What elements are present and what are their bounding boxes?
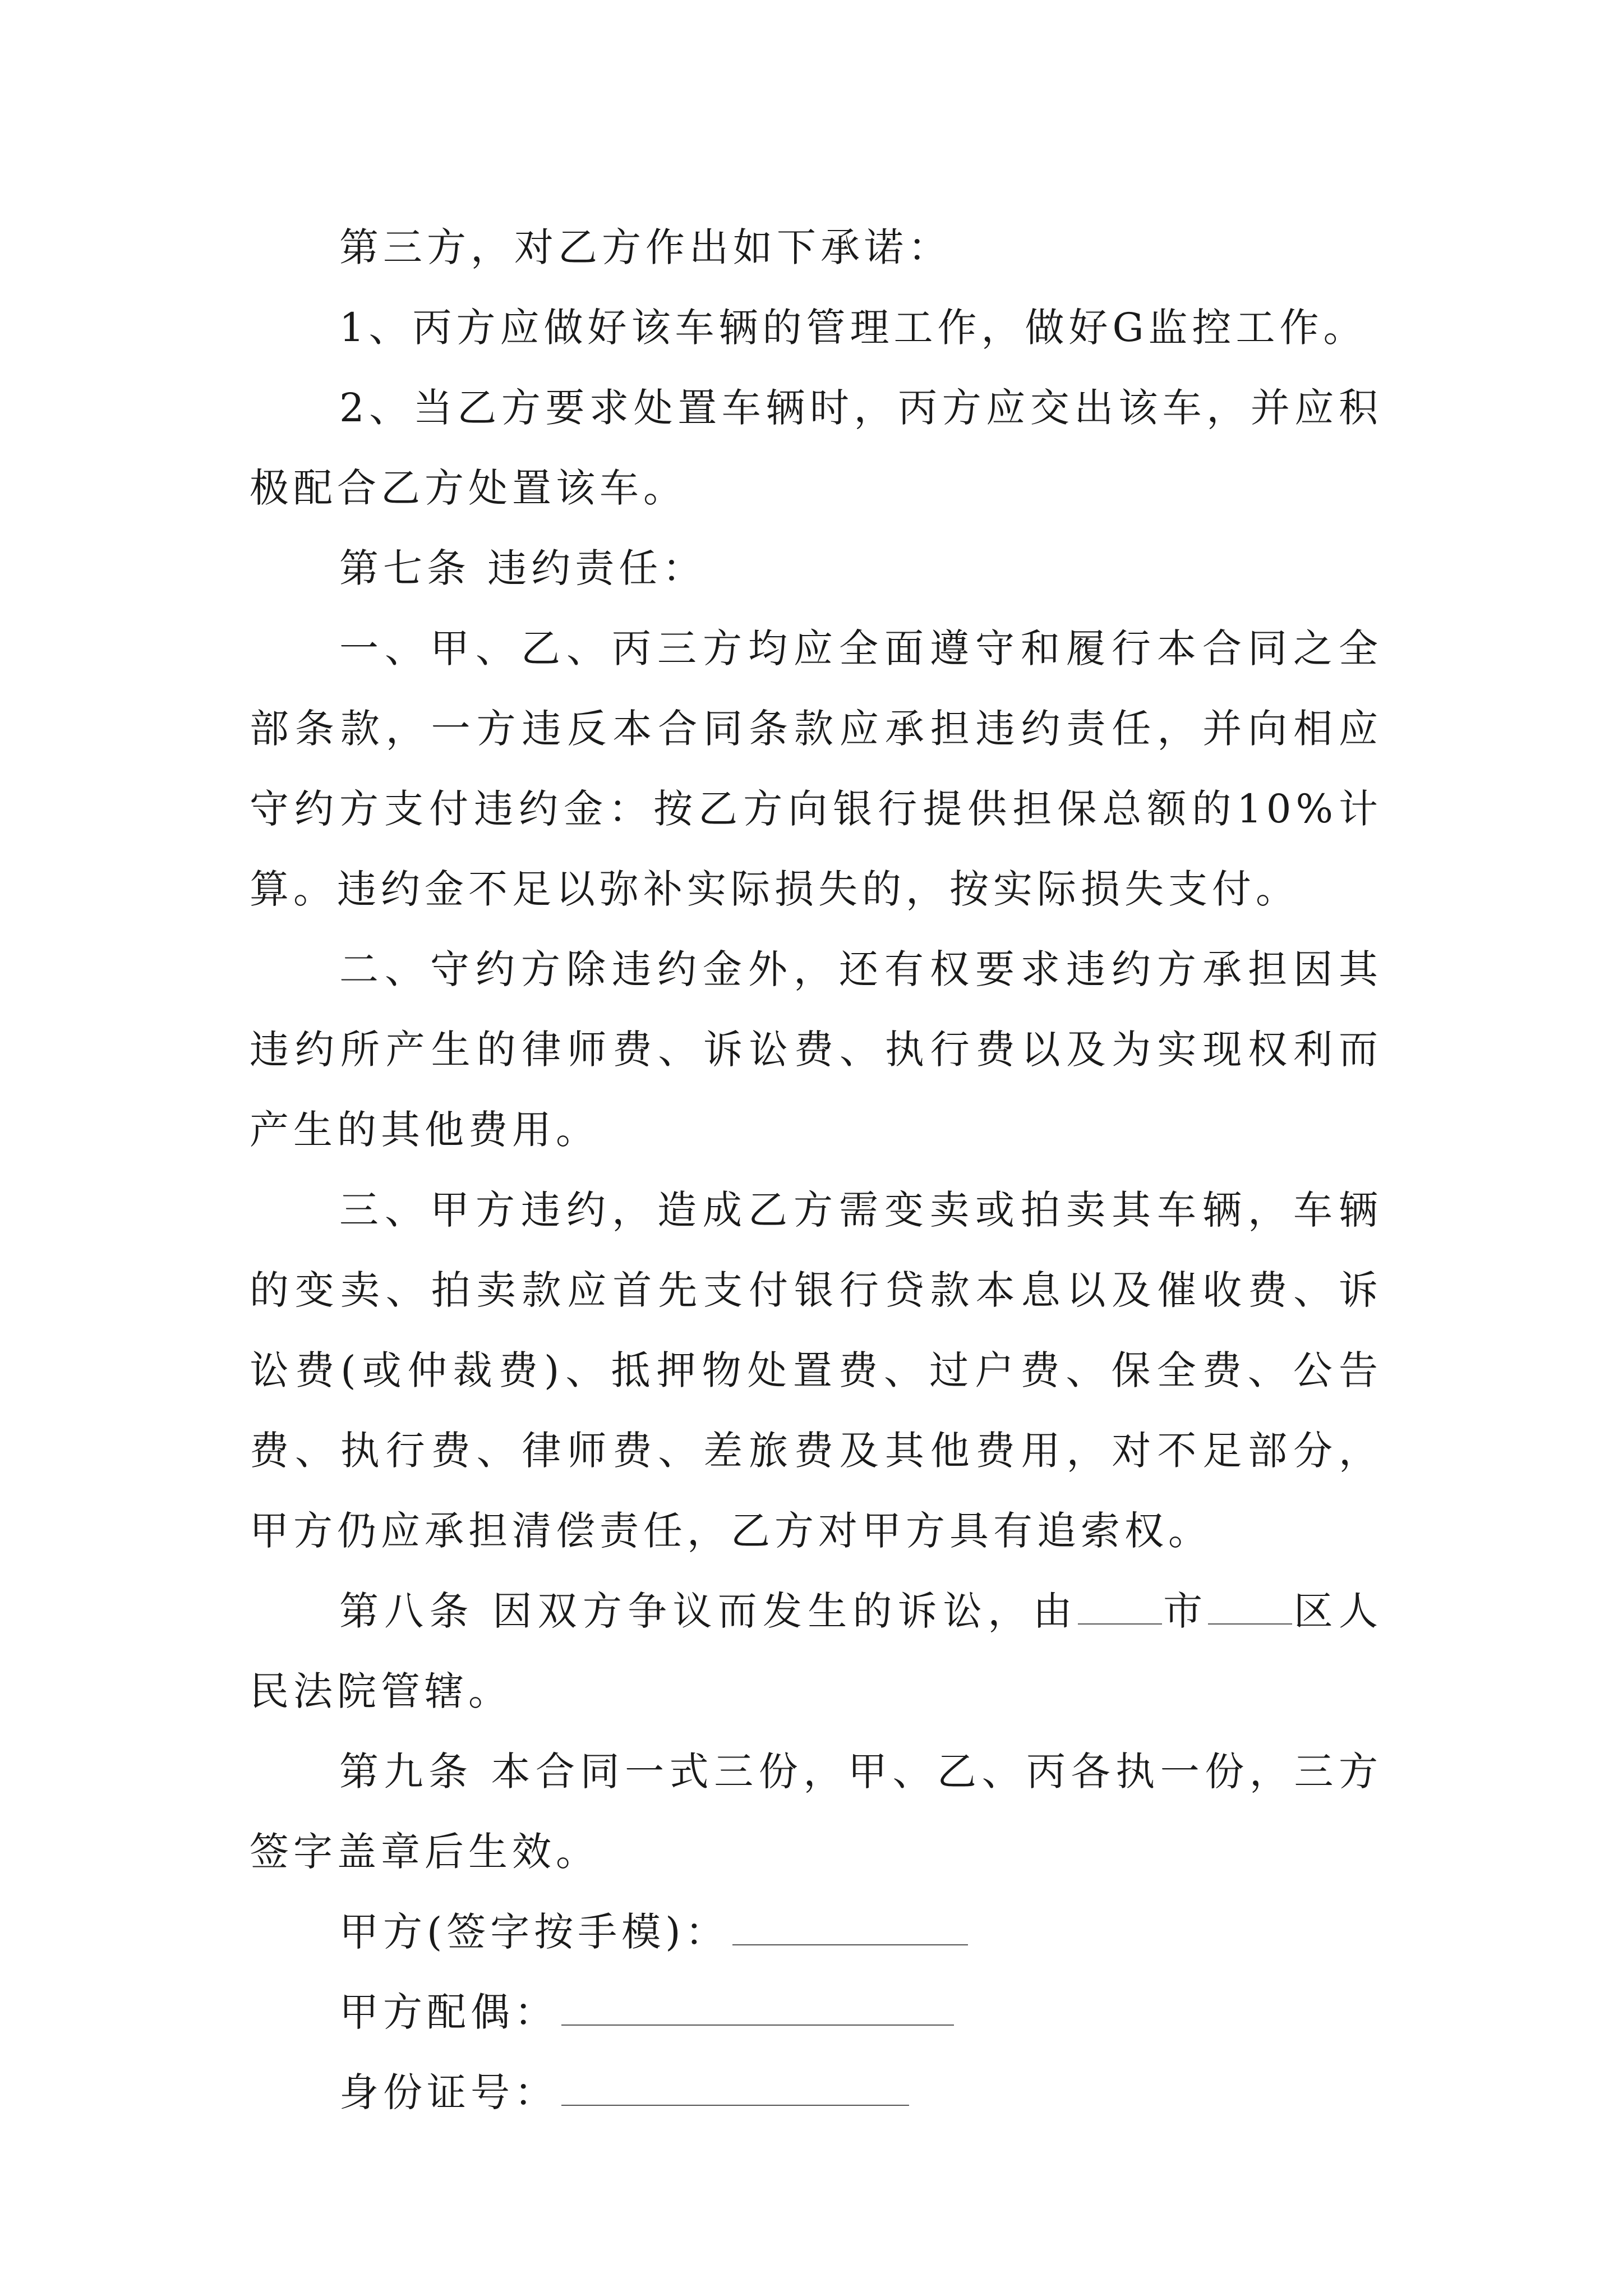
signature-line-id-number [561, 2071, 909, 2106]
article-7-heading: 第七条 违约责任： [339, 545, 707, 591]
article-9-paragraph: 第九条 本合同一式三份，甲、乙、丙各执一份，三方签字盖章后生效。 [250, 1749, 1382, 1875]
document-body [250, 208, 1382, 2133]
signature-line-party-a [732, 1911, 968, 1945]
article-8-text-3: 区人民法院管辖。 [250, 1588, 1383, 1714]
paragraph-third-party-intro: 第三方，对乙方作出如下承诺： [339, 224, 952, 270]
paragraph-breach-1: 一、甲、乙、丙三方均应全面遵守和履行本合同之全部条款，一方违反本合同条款应承担违约责任，并向相应守约方支付违约金：按乙方向银行提供担保总额的10%计算。违约金不足以弥补实际损失的，按实际损失支付。 [250, 625, 1382, 912]
signature-line-spouse [561, 1991, 954, 2026]
paragraph-breach-2: 二、守约方除违约金外，还有权要求违约方承担因其违约所产生的律师费、诉讼费、执行费以及为实现权利而产生的其他费用。 [250, 946, 1382, 1153]
article-8-paragraph [250, 1571, 1382, 1732]
signature-field-party-a [250, 1892, 1382, 1972]
signature-field-spouse [250, 1972, 1382, 2053]
district-blank [1208, 1592, 1292, 1625]
signature-label-spouse: 甲方配偶： [339, 1989, 558, 2035]
paragraph-breach-3: 三、甲方违约，造成乙方需变卖或拍卖其车辆，车辆的变卖、拍卖款应首先支付银行贷款本息以及催收费、诉讼费(或仲裁费)、抵押物处置费、过户费、保全费、公告费、执行费、律师费、差旅费及其他费用，对不足部分，甲方仍应承担清偿责任，乙方对甲方具有追索权。 [250, 1187, 1382, 1554]
signature-label-party-a: 甲方(签字按手模)： [339, 1909, 729, 1955]
city-blank [1078, 1592, 1162, 1625]
paragraph-commitment-1: 1、丙方应做好该车辆的管理工作，做好G监控工作。 [339, 305, 1367, 351]
signature-label-id-number: 身份证号： [339, 2069, 558, 2115]
signature-field-id-number [250, 2053, 1382, 2133]
article-8-text-1: 第八条 因双方争议而发生的诉讼，由 [339, 1588, 1078, 1634]
paragraph-commitment-2: 2、当乙方要求处置车辆时，丙方应交出该车，并应积极配合乙方处置该车。 [250, 385, 1382, 511]
article-8-text-2: 市 [1161, 1588, 1209, 1634]
